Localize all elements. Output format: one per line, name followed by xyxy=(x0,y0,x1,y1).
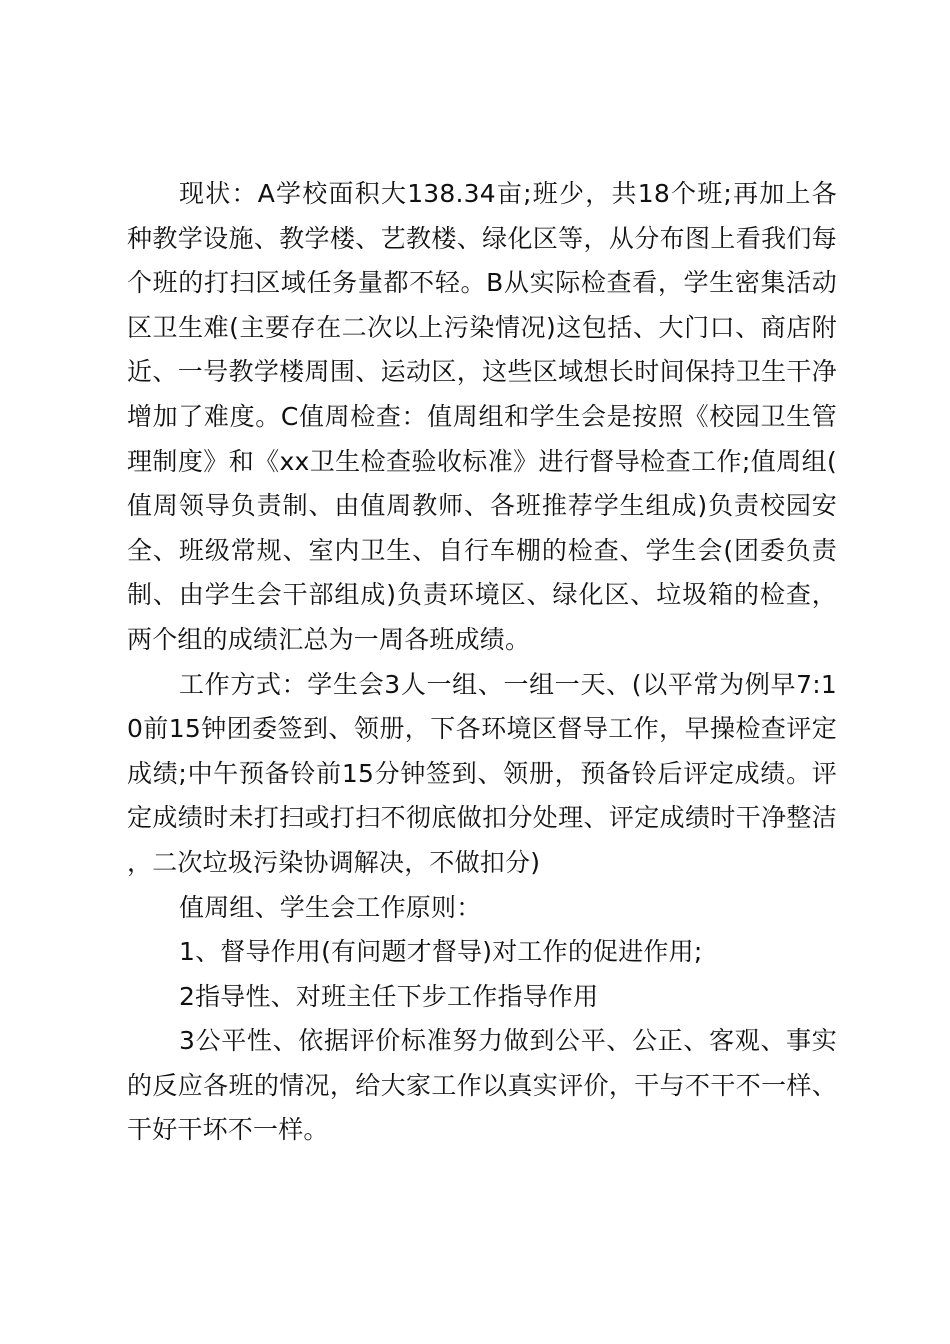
paragraph-status: 现状：A学校面积大138.34亩;班少，共18个班;再加上各种教学设施、教学楼、艺教楼、绿化区等，从分布图上看我们每个班的打扫区域任务量都不轻。B从实际检查看，学生密集活动区卫生难(主要存在二次以上污染情况)这包括、大门口、商店附近、一号教学楼周围、运动区，这些区域想长时间保持卫生干净增加了难度。C值周检查：值周组和学生会是按照《校园卫生管理制度》和《xx卫生检查验收标准》进行督导检查工作;值周组(值周领导负责制、由值周教师、各班推荐学生组成)负责校园安全、班级常规、室内卫生、自行车棚的检查、学生会(团委负责制、由学生会干部组成)负责环境区、绿化区、垃圾箱的检查，两个组的成绩汇总为一周各班成绩。 xyxy=(127,179,837,654)
paragraph-principles-heading: 值周组、学生会工作原则： xyxy=(179,892,482,922)
paragraph-principle-3: 3公平性、依据评价标准努力做到公平、公正、客观、事实的反应各班的情况，给大家工作以真实评价，干与不干不一样、干好干坏不一样。 xyxy=(127,1026,837,1145)
paragraph-work-method: 工作方式：学生会3人一组、一组一天、(以平常为例早7:10前15钟团委签到、领册，下各环境区督导工作，早操检查评定成绩;中午预备铃前15分钟签到、领册，预备铃后评定成绩。评定成绩时未打扫或打扫不彻底做扣分处理、评定成绩时干净整洁，二次垃圾污染协调解决，不做扣分) xyxy=(127,669,837,877)
paragraph-principle-1: 1、督导作用(有问题才督导)对工作的促进作用; xyxy=(179,937,703,967)
document-body xyxy=(127,172,837,1153)
paragraph-principle-2: 2指导性、对班主任下步工作指导作用 xyxy=(179,981,599,1011)
